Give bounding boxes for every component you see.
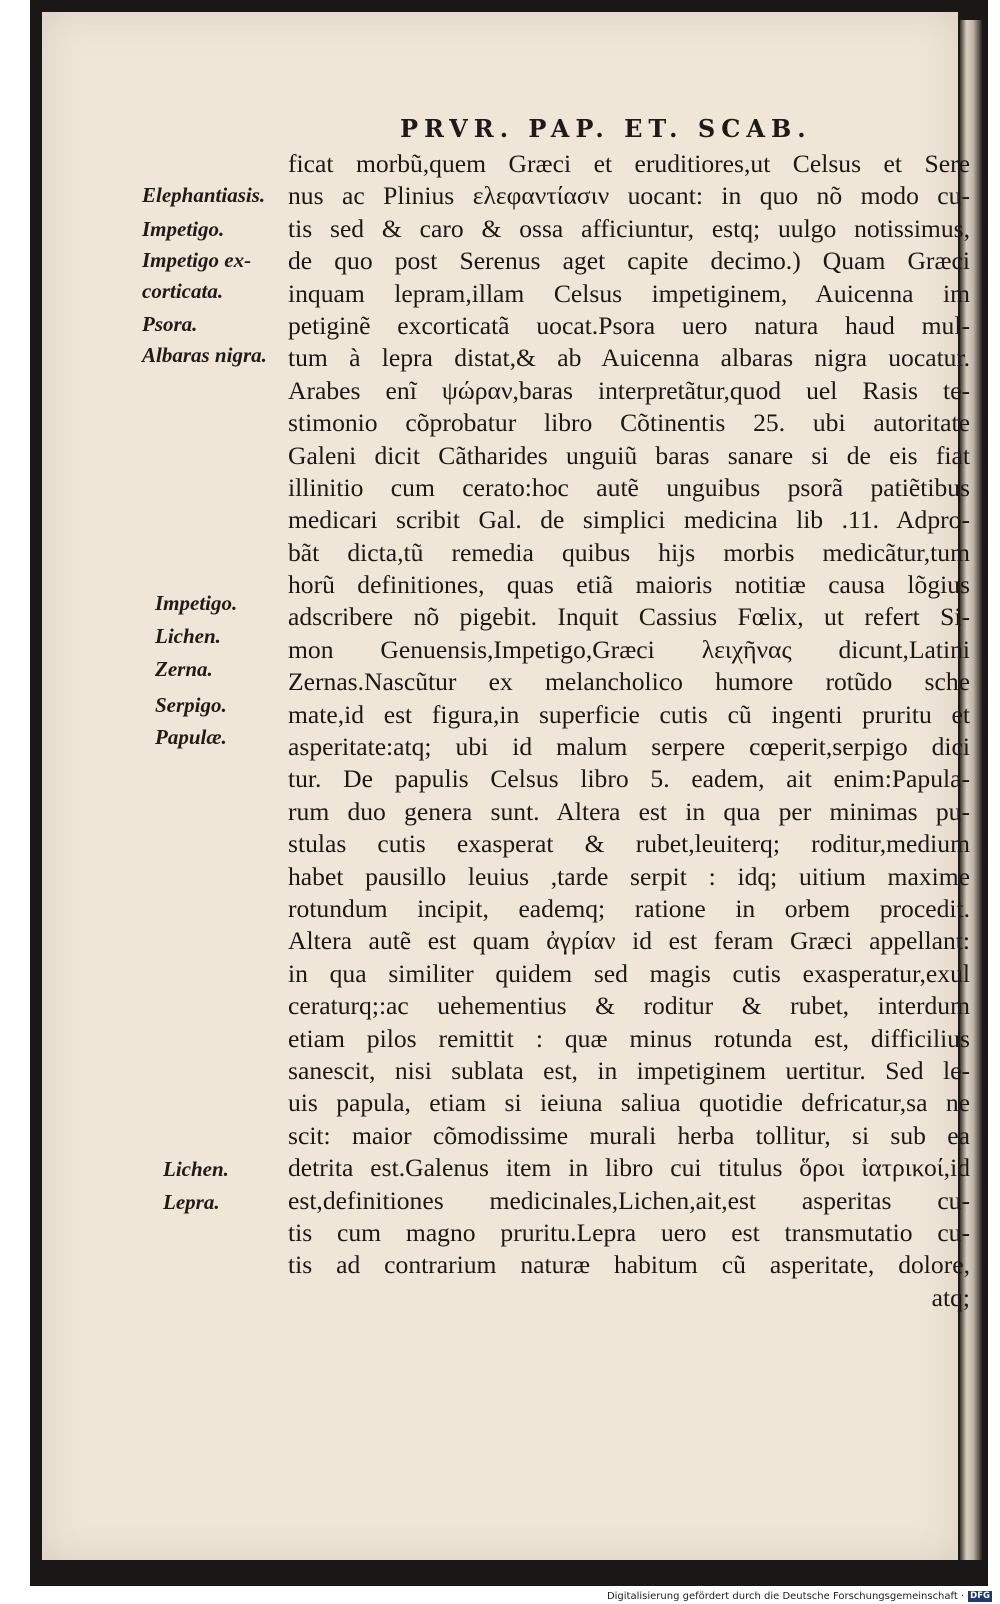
text-line: illinitio cum cerato:hoc autẽ unguibus psorã patiẽtibus [288,472,970,502]
text-line: stulas cutis exasperat & rubet,leuiterq; roditur,medium [288,829,970,859]
margin-note-elephantiasis: Elephantiasis. [142,183,266,207]
text-line: mate,id est figura,in superficie cutis cũ ingenti pruritu et [288,699,970,729]
text-line: scit: maior cõmodissime murali herba tollitur, si sub ea [288,1120,970,1150]
catchword: atq; [931,1282,970,1312]
text-line: rotundum incipit, eademq; ratione in orbem procedit. [288,893,970,923]
margin-note-corticata: corticata. [142,279,224,303]
text-line: horũ definitiones, quas etiã maioris notitiæ causa lõgius [288,570,970,600]
text-line: detrita est.Galenus item in libro cui titulus ὅροι ἰατρικοί,id [288,1153,970,1183]
text-line: tur. De papulis Celsus libro 5. eadem, ait enim:Papula- [288,764,970,794]
text-line: in qua similiter quidem sed magis cutis exasperatur,exul [288,958,970,988]
text-line: ficat morbũ,quem Græci et eruditiores,ut Celsus et Sere [288,149,970,178]
margin-note-impetigo-ex: Impetigo ex- [142,248,252,272]
text-line: tis ad contrarium naturæ habitum cũ asperitate, dolore, [288,1250,970,1280]
text-line: tum à lepra distat,& ab Auicenna albaras nigra uocatur. [288,343,970,373]
dfg-logo: DFG [970,1591,990,1601]
text-line: nus ac Plinius ελεφαντίασιν uocant: in quo nõ modo cu- [288,181,970,211]
text-line: bãt dicta,tũ remedia quibus hijs morbis medicãtur,tum [288,537,970,567]
text-line: medicari scribit Gal. de simplici medicina lib .11. Adpro- [288,505,970,535]
running-head: PRVR. PAP. ET. SCAB. [400,114,812,143]
text-line: etiam pilos remittit : quæ minus rotunda est, difficilius [288,1023,970,1053]
margin-note-impetigo-2: Impetigo. [155,591,238,615]
margin-note-lichen-2: Lichen. [163,1157,229,1181]
credit-text: Digitalisierung gefördert durch die Deutsche Forschungsgemeinschaft · [606,1591,965,1602]
text-line: inquam lepram,illam Celsus impetiginem, Auicenna im [288,278,970,308]
text-line: est,definitiones medicinales,Lichen,ait,est asperitas cu- [288,1185,970,1215]
text-line: habet pausillo leuius ,tarde serpit : idq; uitium maxime [288,861,970,891]
text-line: asperitate:atq; ubi id malum serpere cœperit,serpigo dici [288,732,970,762]
text-line: tis cum magno pruritu.Lepra uero est transmutatio cu- [288,1217,970,1247]
margin-note-impetigo: Impetigo. [142,217,225,241]
text-line: Galeni dicit Cãtharides unguiũ baras sanare si de eis fiat [288,440,970,470]
text-line: sanescit, nisi sublata est, in impetiginem uertitur. Sed le- [288,1055,970,1085]
text-line: Zernas.Nascũtur ex melancholico humore rotũdo sche [288,667,970,697]
text-line: mon Genuensis,Impetigo,Græci λειχῆνας dicunt,Latini [288,634,970,664]
margin-note-zerna: Zerna. [155,657,213,681]
margin-note-psora: Psora. [142,312,198,336]
text-line: tis sed & caro & ossa afficiuntur, estq; uulgo notissimus, [288,213,970,243]
text-line: Altera autẽ est quam ἀγρίαν id est feram Græci appellant: [288,926,970,956]
text-line: ceraturq;:ac uehementius & roditur & rubet, interdum [288,991,970,1021]
margin-note-albaras-nigra: Albaras nigra. [142,343,267,367]
text-line: stimonio cõprobatur libro Cõtinentis 25. ubi autoritate [288,408,970,438]
margin-note-papulae: Papulæ. [155,725,227,749]
text-line: rum duo genera sunt. Altera est in qua per minimas pu- [288,796,970,826]
text-line: de quo post Serenus aget capite decimo.) Quam Græci [288,246,970,276]
margin-note-lepra: Lepra. [163,1190,220,1214]
text-line: adscribere nõ pigebit. Inquit Cassius Fœlix, ut refert Si- [288,602,970,632]
text-line: petiginẽ excorticatã uocat.Psora uero natura haud mul- [288,310,970,340]
digitization-credit [0,1591,992,1602]
body-text [288,148,970,1314]
margin-note-serpigo: Serpigo. [155,693,227,717]
margin-note-lichen: Lichen. [155,624,221,648]
text-line: uis papula, etiam si ieiuna saliua quotidie defricatur,sa ne [288,1088,970,1118]
text-line: Arabes enĩ ψώραν,baras interpretãtur,quod uel Rasis te- [288,375,970,405]
